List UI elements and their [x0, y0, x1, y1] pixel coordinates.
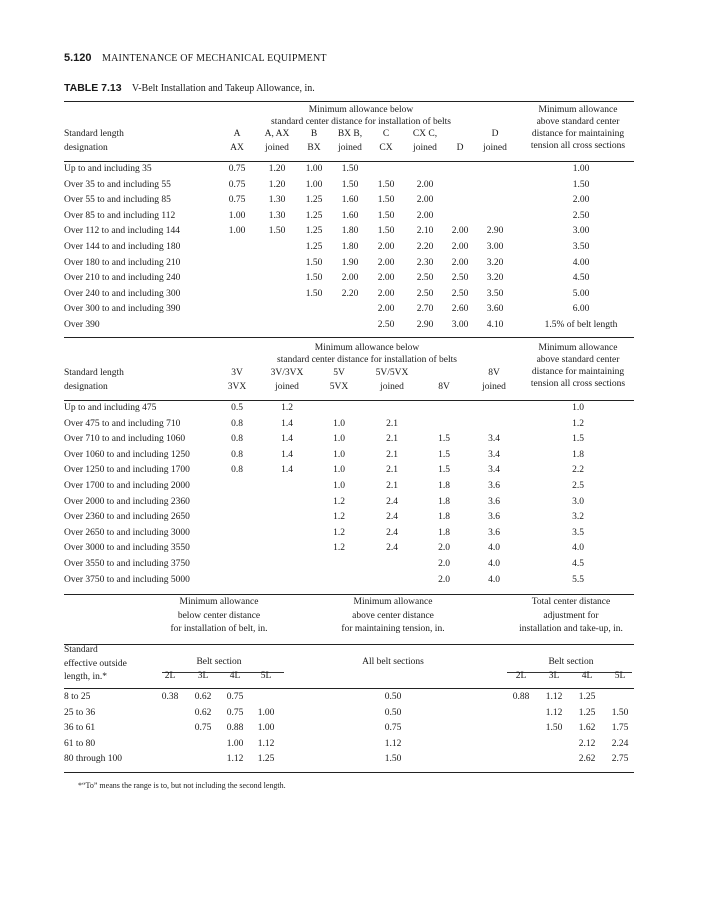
- table-label: TABLE 7.13: [64, 82, 122, 94]
- value-cell: 2.00: [451, 257, 469, 268]
- group-header-text: Total center distance: [531, 597, 611, 607]
- value-cell: 1.00: [572, 164, 590, 174]
- value-cell: 3.50: [572, 242, 590, 252]
- value-cell: 1.0: [572, 403, 584, 413]
- value-cell: 1.50: [377, 210, 395, 221]
- sub-column-header: 2L: [515, 671, 527, 681]
- value-cell: 0.62: [194, 692, 212, 702]
- value-cell: 1.50: [341, 164, 359, 174]
- value-cell: 2.00: [377, 288, 395, 299]
- value-cell: 0.8: [231, 434, 243, 445]
- column-header: joined: [265, 143, 289, 153]
- value-cell: 3.60: [486, 304, 504, 315]
- right-header-text: tension all cross sections: [530, 379, 626, 389]
- value-cell: 4.5: [572, 559, 584, 569]
- sub-column-header: 4L: [581, 671, 593, 681]
- right-header-text: Minimum allowance: [538, 343, 618, 353]
- value-cell: 2.4: [386, 496, 398, 507]
- value-cell: 2.1: [386, 465, 398, 476]
- value-cell: 1.80: [341, 242, 359, 252]
- value-cell: 4.0: [488, 559, 500, 569]
- value-cell: 1.25: [305, 226, 323, 237]
- value-cell: 1.50: [377, 195, 395, 206]
- value-cell: 3.4: [488, 449, 500, 460]
- row-label: Over 3550 to and including 3750: [64, 559, 190, 569]
- value-cell: 0.62: [194, 707, 212, 718]
- row-label: 25 to 36: [64, 707, 96, 718]
- column-header: BX B,: [337, 129, 363, 139]
- value-cell: 3.2: [572, 512, 584, 523]
- value-cell: 1.60: [341, 195, 359, 206]
- value-cell: 5.00: [572, 288, 590, 299]
- stub-header: effective outside: [64, 658, 127, 669]
- value-cell: 2.00: [416, 195, 434, 206]
- value-cell: 0.88: [512, 692, 530, 702]
- value-cell: 2.20: [341, 288, 359, 299]
- belt-section-header: Belt section: [548, 657, 594, 667]
- row-label: Over 2650 to and including 3000: [64, 527, 190, 538]
- value-cell: 2.00: [377, 257, 395, 268]
- value-cell: 1.12: [384, 738, 402, 749]
- value-cell: 1.25: [305, 242, 323, 252]
- value-cell: 1.5: [438, 449, 450, 460]
- row-label: Over 144 to and including 180: [64, 242, 181, 252]
- sub-column-header: 5L: [614, 671, 626, 681]
- column-header: 3VX: [227, 382, 247, 392]
- table-title: V-Belt Installation and Takeup Allowance, in.: [131, 83, 315, 94]
- value-cell: 2.10: [416, 226, 434, 237]
- value-cell: 3.0: [572, 496, 584, 507]
- row-label: Over 1060 to and including 1250: [64, 449, 190, 460]
- value-cell: 1.00: [228, 210, 246, 221]
- value-cell: 1.50: [305, 288, 323, 299]
- column-header: CX: [379, 143, 393, 153]
- row-label: 61 to 80: [64, 738, 96, 749]
- table-caption: [64, 82, 315, 94]
- value-cell: 1.50: [572, 179, 590, 190]
- value-cell: 2.1: [386, 449, 398, 460]
- value-cell: 1.30: [268, 195, 286, 206]
- value-cell: 1.2: [333, 527, 345, 538]
- value-cell: 1.20: [268, 164, 286, 174]
- value-cell: 4.0: [572, 543, 584, 554]
- stub-header: Standard length: [64, 368, 124, 378]
- value-cell: 1.25: [578, 692, 596, 702]
- value-cell: 2.50: [416, 288, 434, 299]
- value-cell: 0.38: [161, 692, 179, 702]
- column-header: joined: [380, 382, 404, 392]
- row-label: Up to and including 475: [64, 403, 157, 413]
- value-cell: 0.8: [231, 418, 243, 429]
- value-cell: 1.0: [333, 418, 345, 429]
- row-label: 36 to 61: [64, 723, 96, 734]
- right-header-text: tension all cross sections: [530, 141, 626, 151]
- value-cell: 3.6: [488, 481, 500, 491]
- value-cell: 1.50: [377, 226, 395, 237]
- value-cell: 3.6: [488, 512, 500, 523]
- column-header: 5V/5VX: [375, 368, 409, 378]
- stub-header: designation: [64, 143, 108, 153]
- value-cell: 1.0: [333, 481, 345, 491]
- value-cell: 1.30: [268, 210, 286, 221]
- value-cell: 1.80: [341, 226, 359, 237]
- group-header-text: standard center distance for installation of belts: [277, 355, 457, 365]
- value-cell: 1.8: [572, 449, 584, 460]
- column-header: AX: [230, 143, 244, 153]
- value-cell: 0.75: [384, 723, 402, 734]
- value-cell: 3.20: [486, 273, 504, 284]
- value-cell: 1.8: [438, 496, 450, 507]
- table-rule: [64, 400, 634, 401]
- value-cell: 1.12: [226, 754, 244, 765]
- value-cell: 6.00: [572, 304, 590, 315]
- value-cell: 4.0: [488, 574, 500, 585]
- sub-column-header: 4L: [229, 671, 241, 681]
- value-cell: 3.6: [488, 496, 500, 507]
- value-cell: 4.10: [486, 320, 504, 330]
- value-cell: 0.88: [226, 723, 244, 734]
- row-label: Over 210 to and including 240: [64, 273, 181, 284]
- value-cell: 2.00: [341, 273, 359, 284]
- value-cell: 2.4: [386, 527, 398, 538]
- value-cell: 1.00: [226, 738, 244, 749]
- value-cell: 1.50: [341, 179, 359, 190]
- value-cell: 2.70: [416, 304, 434, 315]
- value-cell: 1.50: [305, 257, 323, 268]
- row-label: Over 1250 to and including 1700: [64, 465, 190, 476]
- value-cell: 1.12: [257, 738, 275, 749]
- column-header: 8V: [438, 382, 450, 392]
- value-cell: 2.4: [386, 543, 398, 554]
- sub-column-header: 3L: [197, 671, 209, 681]
- value-cell: 1.00: [257, 707, 275, 718]
- value-cell: 1.8: [438, 512, 450, 523]
- table-rule: [64, 337, 634, 338]
- column-header: joined: [275, 382, 299, 392]
- running-title: MAINTENANCE OF MECHANICAL EQUIPMENT: [102, 53, 327, 64]
- column-header: joined: [483, 143, 507, 153]
- value-cell: 0.75: [226, 692, 244, 702]
- table-rule: [64, 161, 634, 162]
- row-label: Over 3750 to and including 5000: [64, 574, 190, 585]
- value-cell: 2.00: [451, 242, 469, 252]
- value-cell: 3.20: [486, 257, 504, 268]
- value-cell: 2.20: [416, 242, 434, 252]
- column-header: D: [491, 129, 499, 139]
- value-cell: 4.50: [572, 273, 590, 284]
- belt-section-header: Belt section: [196, 657, 242, 667]
- all-sections-header: All belt sections: [362, 657, 424, 667]
- value-cell: 2.00: [377, 273, 395, 284]
- value-cell: 2.2: [572, 465, 584, 476]
- value-cell: 1.4: [281, 449, 293, 460]
- table-rule: [64, 594, 634, 595]
- value-cell: 2.5: [572, 481, 584, 491]
- value-cell: 1.60: [341, 210, 359, 221]
- value-cell: 1.75: [611, 723, 629, 734]
- value-cell: 0.75: [194, 723, 212, 734]
- value-cell: 0.75: [228, 195, 246, 206]
- value-cell: 1.00: [305, 164, 323, 174]
- value-cell: 2.00: [377, 242, 395, 252]
- value-cell: 2.1: [386, 434, 398, 445]
- row-label: Over 112 to and including 144: [64, 226, 181, 237]
- value-cell: 2.0: [438, 543, 450, 554]
- column-header: 3V: [231, 368, 243, 378]
- value-cell: 0.8: [231, 465, 243, 476]
- value-cell: 1.2: [333, 543, 345, 554]
- group-header-text: above center distance: [352, 610, 434, 621]
- value-cell: 1.2: [281, 403, 293, 413]
- sub-column-header: 2L: [164, 671, 176, 681]
- group-header-text: Minimum allowance: [353, 597, 433, 607]
- value-cell: 0.75: [226, 707, 244, 718]
- row-label: Over 55 to and including 85: [64, 195, 171, 206]
- table-rule: [64, 644, 634, 645]
- value-cell: 2.50: [377, 320, 395, 330]
- value-cell: 1.4: [281, 465, 293, 476]
- value-cell: 1.50: [611, 707, 629, 718]
- value-cell: 2.60: [451, 304, 469, 315]
- row-label: Over 2360 to and including 2650: [64, 512, 190, 523]
- value-cell: 2.62: [578, 754, 596, 765]
- row-label: Over 2000 to and including 2360: [64, 496, 190, 507]
- table-rule: [64, 772, 634, 773]
- row-label: Over 1700 to and including 2000: [64, 481, 190, 491]
- value-cell: 3.5: [572, 527, 584, 538]
- sub-column-header: 3L: [548, 671, 560, 681]
- value-cell: 0.75: [228, 164, 246, 174]
- row-label: 80 through 100: [64, 754, 123, 765]
- stub-header: designation: [64, 382, 108, 392]
- value-cell: 1.90: [341, 257, 359, 268]
- value-cell: 2.00: [416, 179, 434, 190]
- column-header: A: [233, 129, 241, 139]
- row-label: 8 to 25: [64, 692, 91, 702]
- value-cell: 2.00: [572, 195, 590, 206]
- right-header-text: distance for maintaining: [531, 129, 625, 139]
- value-cell: 1.25: [578, 707, 596, 718]
- row-label: Over 475 to and including 710: [64, 418, 181, 429]
- right-header-text: above standard center: [536, 355, 620, 365]
- value-cell: 4.0: [488, 543, 500, 554]
- table-rule: [64, 101, 634, 102]
- value-cell: 1.62: [578, 723, 596, 734]
- value-cell: 1.4: [281, 418, 293, 429]
- group-header-text: for maintaining tension, in.: [341, 624, 445, 634]
- column-header: B: [310, 129, 318, 139]
- value-cell: 1.00: [305, 179, 323, 190]
- column-header: 8V: [488, 368, 500, 378]
- group-header-text: Minimum allowance: [179, 597, 259, 607]
- row-label: Over 300 to and including 390: [64, 304, 181, 315]
- column-header: joined: [482, 382, 506, 392]
- value-cell: 0.75: [228, 179, 246, 190]
- row-label: Over 180 to and including 210: [64, 257, 181, 268]
- value-cell: 1.20: [268, 179, 286, 190]
- row-label: Up to and including 35: [64, 164, 152, 174]
- value-cell: 1.12: [545, 692, 563, 702]
- value-cell: 2.90: [486, 226, 504, 237]
- right-header-text: above standard center: [536, 117, 620, 127]
- value-cell: 0.8: [231, 449, 243, 460]
- value-cell: 1.5% of belt length: [544, 320, 618, 330]
- value-cell: 0.5: [231, 403, 243, 413]
- group-header-text: for installation of belt, in.: [170, 624, 268, 634]
- row-label: Over 35 to and including 55: [64, 179, 171, 190]
- value-cell: 1.0: [333, 434, 345, 445]
- value-cell: 5.5: [572, 574, 584, 585]
- footnote: *“To” means the range is to, but not including the second length.: [78, 781, 286, 790]
- value-cell: 2.50: [416, 273, 434, 284]
- column-header: joined: [413, 143, 437, 153]
- value-cell: 1.5: [438, 434, 450, 445]
- value-cell: 2.00: [377, 304, 395, 315]
- value-cell: 2.50: [572, 210, 590, 221]
- value-cell: 2.50: [451, 288, 469, 299]
- value-cell: 3.00: [451, 320, 469, 330]
- value-cell: 1.50: [268, 226, 286, 237]
- value-cell: 2.12: [578, 738, 596, 749]
- value-cell: 1.8: [438, 481, 450, 491]
- page-header: [64, 52, 327, 64]
- column-header: joined: [338, 143, 362, 153]
- value-cell: 2.4: [386, 512, 398, 523]
- group-header-text: installation and take-up, in.: [519, 624, 623, 634]
- value-cell: 1.25: [305, 210, 323, 221]
- value-cell: 2.00: [451, 226, 469, 237]
- value-cell: 1.5: [572, 434, 584, 445]
- value-cell: 1.00: [257, 723, 275, 734]
- value-cell: 2.90: [416, 320, 434, 330]
- value-cell: 1.50: [545, 723, 563, 734]
- table-rule: [64, 688, 634, 689]
- row-label: Over 3000 to and including 3550: [64, 543, 190, 554]
- column-header: C: [382, 129, 390, 139]
- right-header-text: Minimum allowance: [538, 105, 618, 115]
- column-header: D: [456, 143, 464, 153]
- value-cell: 1.00: [228, 226, 246, 237]
- column-header: A, AX: [264, 129, 290, 139]
- value-cell: 1.2: [572, 418, 584, 429]
- value-cell: 1.25: [257, 754, 275, 765]
- value-cell: 2.1: [386, 418, 398, 429]
- value-cell: 1.0: [333, 465, 345, 476]
- value-cell: 1.12: [545, 707, 563, 718]
- row-label: Over 710 to and including 1060: [64, 434, 186, 445]
- value-cell: 0.50: [384, 707, 402, 718]
- value-cell: 2.75: [611, 754, 629, 765]
- value-cell: 3.4: [488, 465, 500, 476]
- page-number: 5.120: [64, 52, 92, 64]
- value-cell: 4.00: [572, 257, 590, 268]
- stub-header: Standard length: [64, 129, 124, 139]
- value-cell: 2.50: [451, 273, 469, 284]
- value-cell: 1.4: [281, 434, 293, 445]
- sub-column-header: 5L: [260, 671, 272, 681]
- stub-header: length, in.*: [64, 672, 108, 682]
- value-cell: 1.2: [333, 496, 345, 507]
- stub-header: Standard: [64, 645, 98, 655]
- column-header: CX C,: [412, 129, 438, 139]
- row-label: Over 85 to and including 112: [64, 210, 176, 221]
- value-cell: 1.0: [333, 449, 345, 460]
- column-header: 3V/3VX: [270, 368, 304, 378]
- value-cell: 2.1: [386, 481, 398, 491]
- row-label: Over 240 to and including 300: [64, 288, 181, 299]
- value-cell: 1.25: [305, 195, 323, 206]
- group-header-text: standard center distance for installation of belts: [271, 117, 451, 127]
- value-cell: 3.4: [488, 434, 500, 445]
- value-cell: 3.00: [486, 242, 504, 252]
- value-cell: 3.50: [486, 288, 504, 299]
- value-cell: 1.50: [377, 179, 395, 190]
- value-cell: 2.24: [611, 738, 629, 749]
- value-cell: 0.50: [384, 692, 402, 702]
- right-header-text: distance for maintaining: [531, 367, 625, 377]
- group-header-text: Minimum allowance below: [308, 105, 414, 115]
- value-cell: 2.0: [438, 574, 450, 585]
- value-cell: 1.2: [333, 512, 345, 523]
- group-header-text: adjustment for: [543, 610, 599, 621]
- column-header: BX: [307, 143, 321, 153]
- group-header-text: Minimum allowance below: [314, 343, 420, 353]
- value-cell: 2.0: [438, 559, 450, 569]
- value-cell: 3.6: [488, 527, 500, 538]
- value-cell: 1.8: [438, 527, 450, 538]
- group-header-text: below center distance: [177, 610, 261, 621]
- value-cell: 1.50: [305, 273, 323, 284]
- value-cell: 3.00: [572, 226, 590, 237]
- value-cell: 2.00: [416, 210, 434, 221]
- column-header: 5V: [333, 368, 345, 378]
- value-cell: 1.5: [438, 465, 450, 476]
- value-cell: 1.50: [384, 754, 402, 765]
- column-header: 5VX: [329, 382, 349, 392]
- value-cell: 2.30: [416, 257, 434, 268]
- row-label: Over 390: [64, 320, 100, 330]
